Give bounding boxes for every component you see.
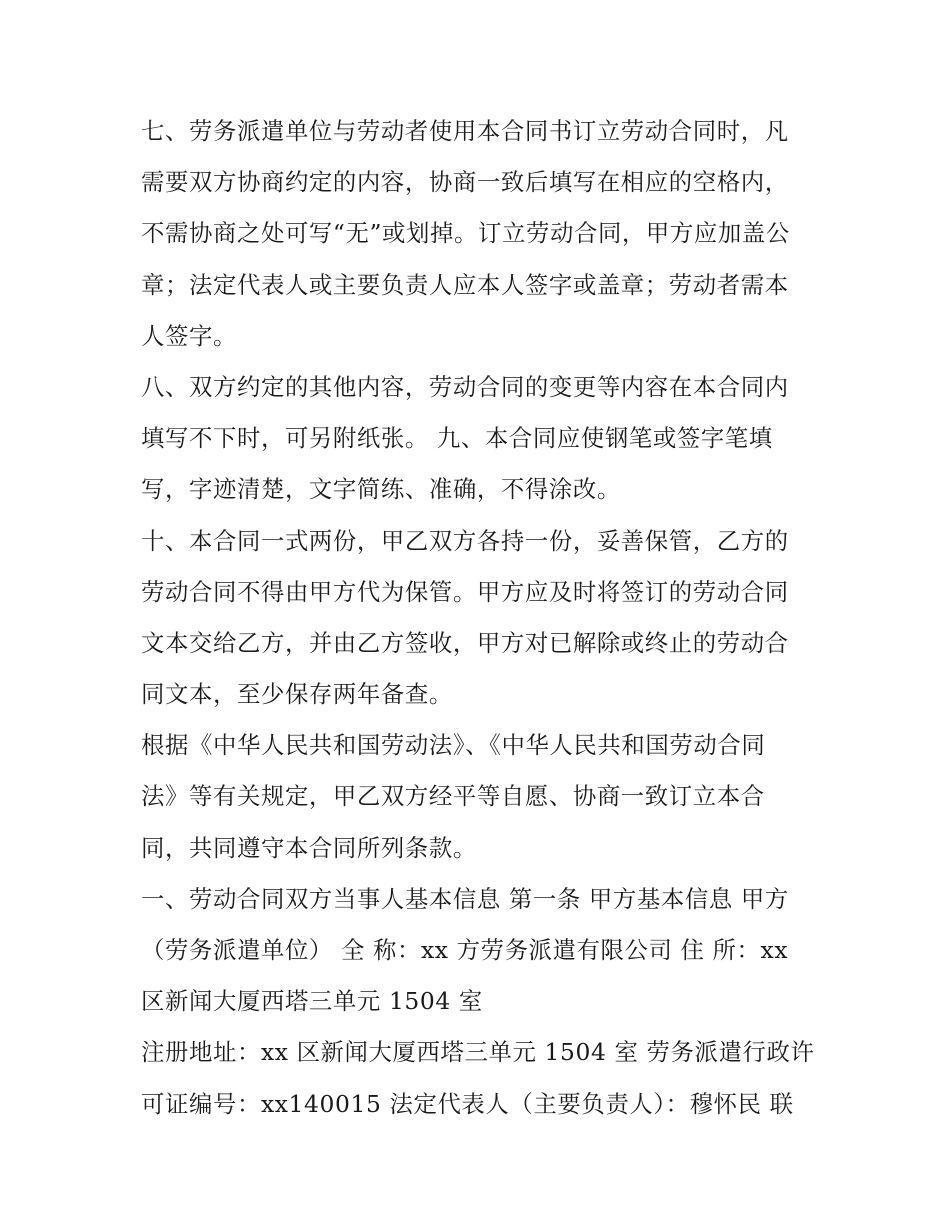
text-line: 不需协商之处可写“无”或划掉。订立劳动合同，甲方应加盖公 [141,219,790,248]
text-line: 区新闻大厦西塔三单元 1504 室 [141,987,483,1016]
text-line: 七、劳务派遣单位与劳动者使用本合同书订立劳动合同时，凡 [141,117,789,145]
text-line: 文本交给乙方，并由乙方签收，甲方对已解除或终止的劳动合 [141,628,789,657]
paragraph-eight-nine [141,362,813,516]
text-line: 同，共同遵守本合同所列条款。 [141,833,477,862]
paragraph-legal-basis [141,720,813,874]
text-line: 根据《中华人民共和国劳动法》、《中华人民共和国劳动合同 [141,731,766,760]
text-line: 十、本合同一式两份，甲乙双方各持一份，妥善保管，乙方的 [141,526,789,555]
text-line: 人签字。 [141,321,237,350]
paragraph-seven [141,106,813,362]
paragraph-registration [141,1027,813,1129]
text-line: 一、劳动合同双方当事人基本信息 第一条 甲方基本信息 甲方 [141,884,789,913]
text-line: 法》等有关规定，甲乙双方经平等自愿、协商一致订立本合 [141,782,765,811]
text-line: 同文本，至少保存两年备查。 [141,680,453,709]
text-line: 八、双方约定的其他内容，劳动合同的变更等内容在本合同内 [141,372,789,401]
text-line: 章；法定代表人或主要负责人应本人签字或盖章；劳动者需本 [141,270,789,299]
text-line: 写，字迹清楚，文字简练、准确，不得涂改。 [141,475,621,504]
text-line: 需要双方协商约定的内容，协商一致后填写在相应的空格内， [141,168,789,197]
paragraph-ten [141,516,813,721]
text-line: 填写不下时，可另附纸张。 九、本合同应使钢笔或签字笔填 [141,424,773,453]
text-line: 注册地址：xx 区新闻大厦西塔三单元 1504 室 劳务派遣行政许 [141,1038,815,1067]
text-line: 劳动合同不得由甲方代为保管。甲方应及时将签订的劳动合同 [141,577,789,606]
text-line: （劳务派遣单位） 全 称：xx 方劳务派遣有限公司 住 所：xx [141,936,789,964]
paragraph-party-info [141,874,813,1028]
document-body [141,106,813,1130]
text-line: 可证编号：xx140015 法定代表人（主要负责人）：穆怀民 联 [141,1089,794,1118]
